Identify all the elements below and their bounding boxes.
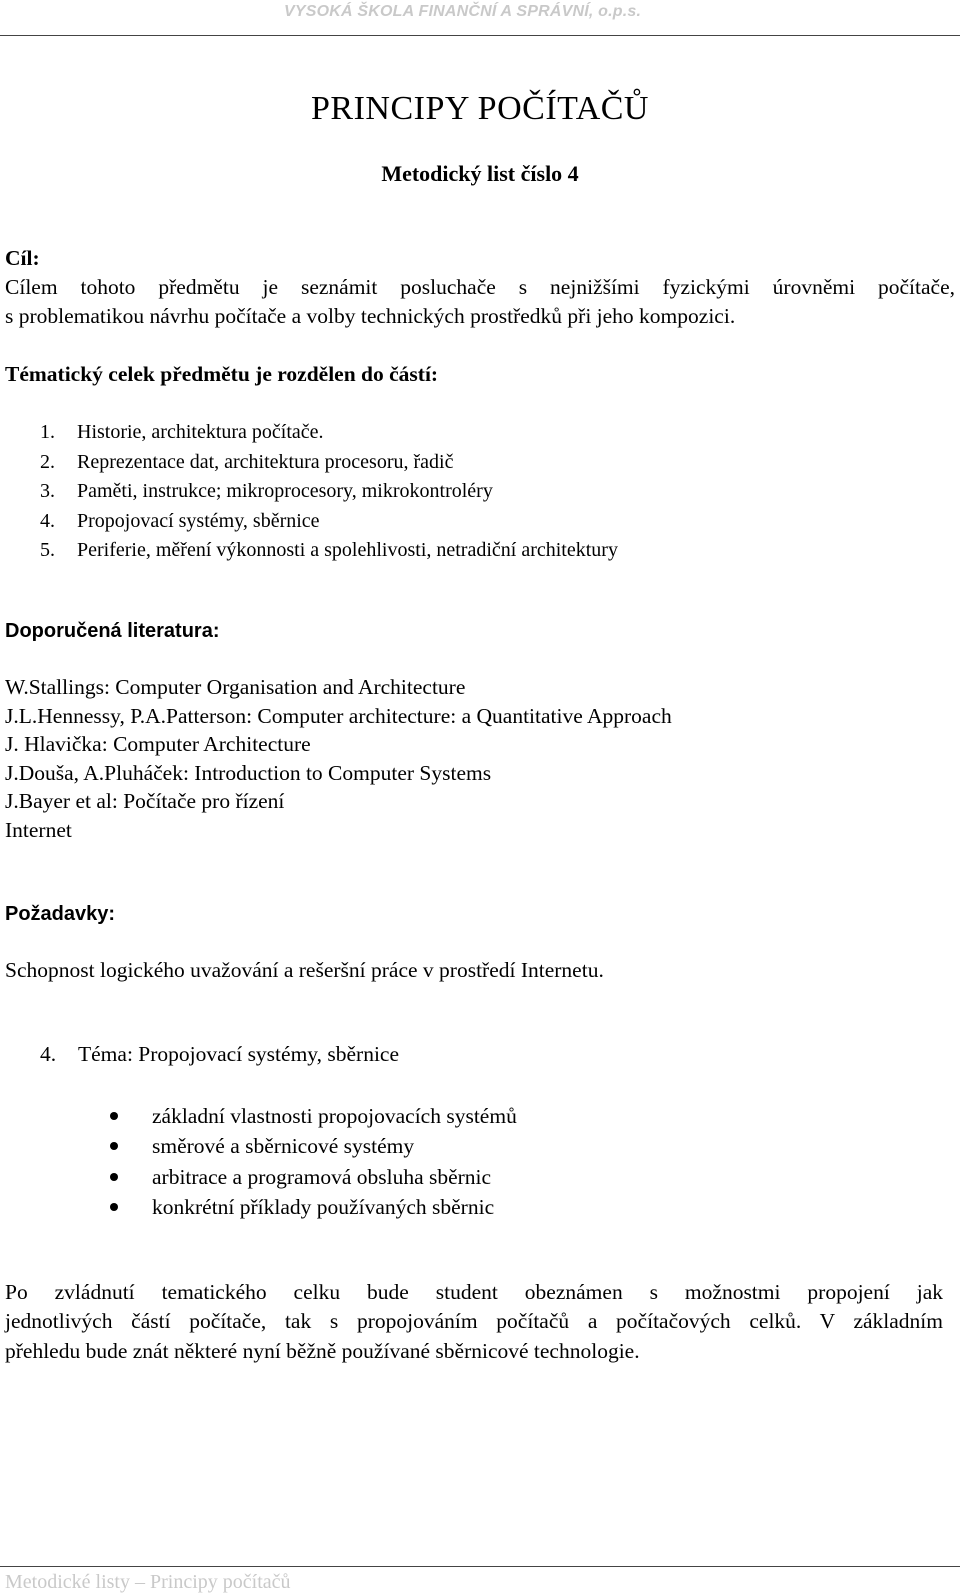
requirements-text-wrap	[5, 956, 604, 985]
goal-heading: Cíl:	[5, 246, 40, 270]
literature-item: J.Bayer et al: Počítače pro řízení	[5, 789, 285, 814]
literature-item: J.Douša, A.Pluháček: Introduction to Computer Systems	[5, 760, 492, 785]
list-item-number: 4.	[40, 509, 55, 532]
list-item	[40, 507, 618, 537]
bullet-item	[110, 1101, 517, 1131]
literature-heading: Doporučená literatura:	[5, 620, 220, 642]
list-item-text: Periferie, měření výkonnosti a spolehlivosti, netradiční architektury	[77, 539, 618, 561]
list-item-number: 3.	[40, 480, 55, 502]
literature-item: Internet	[5, 817, 72, 842]
list-item-number: 1.	[40, 421, 55, 443]
page-subtitle: Metodický list číslo 4	[381, 161, 579, 186]
goal-line: Cílem tohoto předmětu je seznámit posluchače s nejnižšími fyzickými úrovněmi počítače,	[5, 275, 955, 299]
goal-section	[5, 244, 955, 331]
list-item	[40, 477, 618, 507]
bullet-text: arbitrace a programová obsluha sběrnic	[152, 1164, 492, 1189]
requirements-heading-wrap	[5, 900, 115, 929]
bullet-item	[110, 1131, 517, 1161]
footer-text: Metodické listy – Principy počítačů	[5, 1571, 291, 1593]
bullet-item	[110, 1162, 517, 1192]
list-item	[40, 418, 618, 448]
requirements-text: Schopnost logického uvažování a rešeršní práce v prostředí Internetu.	[5, 958, 604, 982]
list-item-text: Propojovací systémy, sběrnice	[77, 509, 320, 532]
page-header	[0, 0, 960, 35]
topic-number: 4.	[40, 1042, 57, 1066]
topic-bullet-list	[110, 1101, 517, 1222]
list-item-number: 2.	[40, 450, 55, 473]
list-item-text: Paměti, instrukce; mikroprocesory, mikrokontroléry	[77, 480, 493, 502]
thematic-heading: Tématický celek předmětu je rozdělen do částí:	[5, 362, 439, 386]
goal-line: s problematikou návrhu počítače a volby technických prostředků při jeho kompozici.	[5, 304, 736, 328]
bullet-item	[110, 1192, 517, 1222]
thematic-list	[40, 418, 618, 566]
page-footer	[0, 1566, 960, 1593]
literature-list	[5, 673, 672, 845]
bullet-text: základní vlastnosti propojovacích systémů	[152, 1104, 517, 1128]
footer-divider	[0, 1566, 960, 1567]
literature-item: J. Hlavička: Computer Architecture	[5, 732, 311, 757]
header-divider	[0, 35, 960, 36]
bullet-icon	[110, 1142, 118, 1150]
list-item-number: 5.	[40, 539, 55, 561]
list-item	[40, 448, 618, 478]
bullet-icon	[110, 1112, 118, 1120]
list-item	[40, 536, 618, 566]
list-item-text: Reprezentace dat, architektura procesoru, řadič	[77, 450, 454, 473]
page-title: PRINCIPY POČÍTAČŮ	[311, 90, 649, 127]
requirements-heading: Požadavky:	[5, 903, 116, 925]
institution-name: VYSOKÁ ŠKOLA FINANČNÍ A SPRÁVNÍ, o.p.s.	[284, 3, 642, 20]
paragraph-line: Po zvládnutí tematického celku bude student obeznámen s možnostmi propojení jak	[5, 1280, 943, 1304]
literature-item: J.L.Hennessy, P.A.Patterson: Computer architecture: a Quantitative Approach	[5, 703, 672, 728]
topic-heading	[40, 1042, 399, 1067]
outcome-paragraph	[5, 1278, 943, 1366]
bullet-icon	[110, 1173, 118, 1181]
bullet-text: směrové a sběrnicové systémy	[152, 1134, 415, 1159]
paragraph-line: jednotlivých částí počítače, tak s propojováním počítačů a počítačových celků. V základním	[5, 1309, 943, 1334]
paragraph-line: přehledu bude znát některé nyní běžně používané sběrnicové technologie.	[5, 1338, 640, 1363]
topic-title: Téma: Propojovací systémy, sběrnice	[78, 1042, 400, 1066]
bullet-text: konkrétní příklady používaných sběrnic	[152, 1194, 495, 1219]
bullet-icon	[110, 1203, 118, 1211]
goal-text	[5, 273, 955, 331]
thematic-heading-wrap	[5, 360, 438, 389]
literature-item: W.Stallings: Computer Organisation and Architecture	[5, 675, 466, 699]
literature-heading-wrap	[5, 617, 219, 646]
list-item-text: Historie, architektura počítače.	[77, 421, 324, 443]
